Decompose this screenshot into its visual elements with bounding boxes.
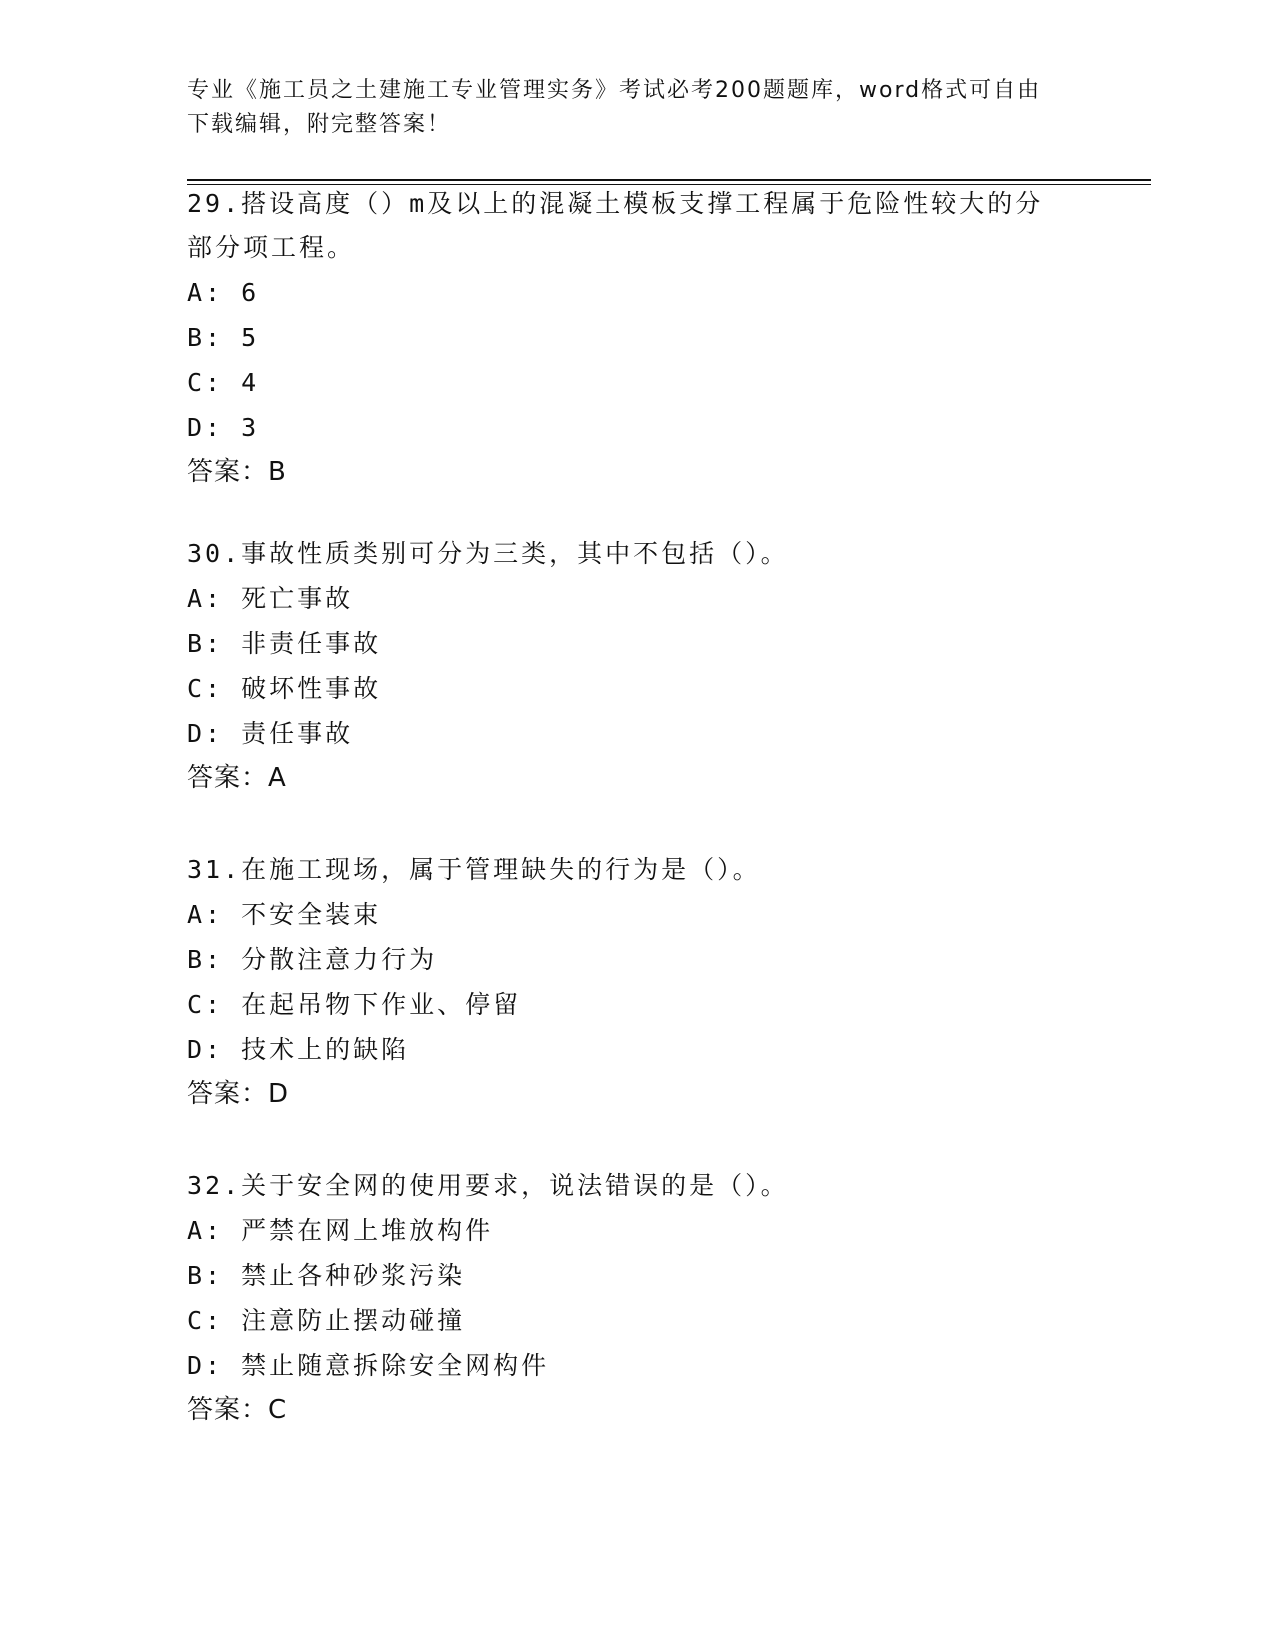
option-b: B: 非责任事故 — [187, 629, 382, 658]
header-divider — [187, 179, 1151, 181]
answer: 答案：D — [187, 1079, 290, 1109]
document-header — [187, 74, 1077, 142]
option-d: D: 技术上的缺陷 — [187, 1035, 410, 1064]
answer: 答案：B — [187, 457, 287, 487]
header-line-1: 专业《施工员之土建施工专业管理实务》考试必考200题题库，word格式可自由 — [187, 78, 1042, 103]
question-32 — [187, 1164, 1087, 1432]
answer: 答案：A — [187, 763, 287, 793]
question-stem: 29.搭设高度（）m及以上的混凝土模板支撑工程属于危险性较大的分 — [187, 189, 1044, 218]
option-c: C: 注意防止摆动碰撞 — [187, 1306, 466, 1335]
question-31 — [187, 848, 1087, 1116]
question-30 — [187, 532, 1087, 800]
option-c: C: 破坏性事故 — [187, 674, 382, 703]
question-stem: 30.事故性质类别可分为三类，其中不包括（）。 — [187, 539, 789, 568]
answer: 答案：C — [187, 1395, 288, 1425]
option-a: A: 6 — [187, 278, 260, 307]
option-d: D: 责任事故 — [187, 719, 354, 748]
question-29 — [187, 182, 1087, 494]
option-b: B: 禁止各种砂浆污染 — [187, 1261, 466, 1290]
question-stem-continued: 部分项工程。 — [187, 233, 356, 262]
option-d: D: 3 — [187, 413, 260, 442]
option-a: A: 不安全装束 — [187, 900, 382, 929]
option-a: A: 死亡事故 — [187, 584, 354, 613]
option-c: C: 4 — [187, 368, 260, 397]
option-b: B: 分散注意力行为 — [187, 945, 438, 974]
option-d: D: 禁止随意拆除安全网构件 — [187, 1351, 550, 1380]
option-c: C: 在起吊物下作业、停留 — [187, 990, 522, 1019]
header-line-2: 下载编辑，附完整答案！ — [187, 112, 452, 137]
question-stem: 32.关于安全网的使用要求，说法错误的是（）。 — [187, 1171, 789, 1200]
option-b: B: 5 — [187, 323, 260, 352]
option-a: A: 严禁在网上堆放构件 — [187, 1216, 494, 1245]
question-stem: 31.在施工现场，属于管理缺失的行为是（）。 — [187, 855, 761, 884]
